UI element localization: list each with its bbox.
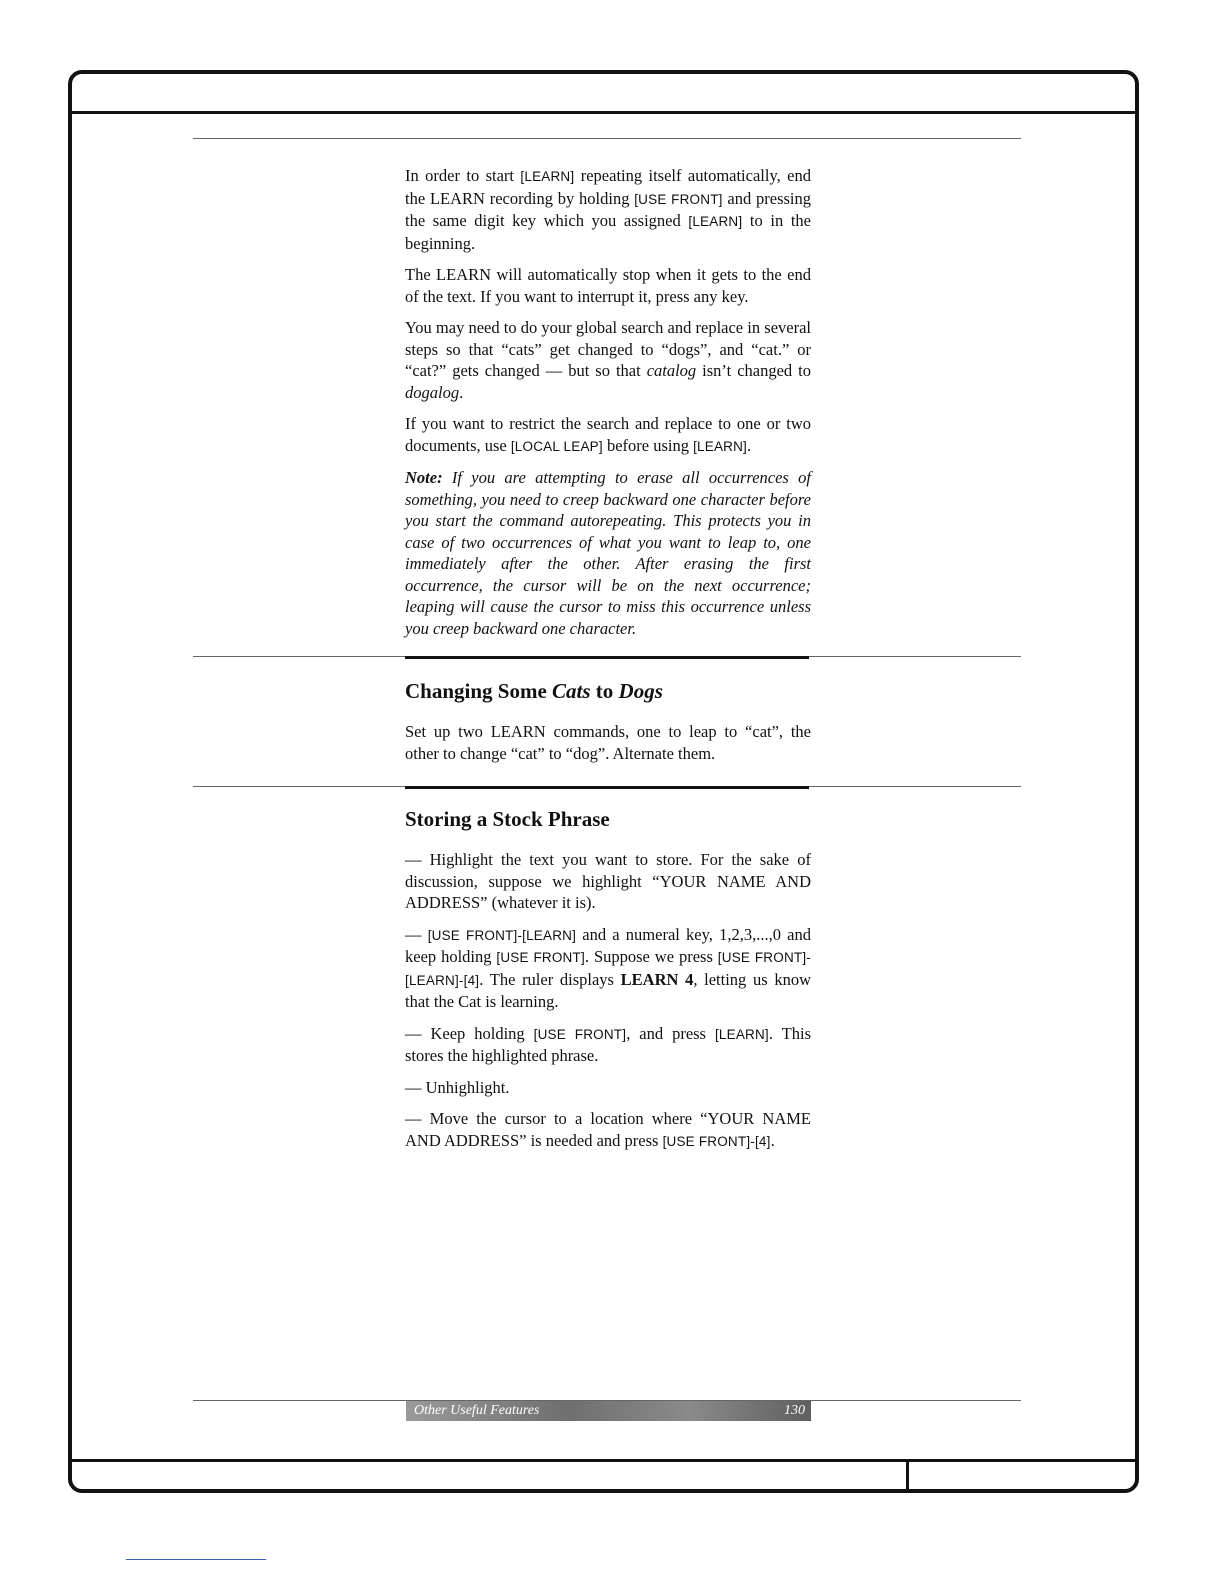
stock-phrase-section [405, 806, 811, 1162]
learn-key: [LEARN] [693, 438, 748, 454]
stock-phrase-step-4: — Unhighlight. [405, 1077, 510, 1097]
use-front-learn-key: [USE FRONT]-[LEARN] [427, 927, 577, 943]
use-front-key: [USE FRONT] [634, 191, 723, 207]
intro-paragraph-4: If you want to restrict the search and replace to one or two documents, use [LOCAL LEAP] before using [LEARN]. [405, 414, 811, 455]
frame-bottom-rule [72, 1459, 1135, 1462]
learn-key: [LEARN] [688, 214, 743, 229]
cats-to-dogs-heading: Changing Some Cats to Dogs [405, 679, 663, 703]
stock-phrase-step-5: — Move the cursor to a location where “YOUR NAME AND ADDRESS” is needed and press [USE FRONT]-[4]. [405, 1109, 811, 1150]
use-front-learn-4-key: [USE FRONT]-[LEARN]-[4] [405, 950, 811, 988]
learn-key: [LEARN] [520, 169, 575, 184]
cats-to-dogs-body: Set up two LEARN commands, one to leap to “cat”, the other to change “cat” to “dog”. Alternate them. [405, 722, 811, 763]
bottom-edge-line [126, 1559, 266, 1560]
learn-key: [LEARN] [714, 1026, 769, 1042]
stock-phrase-step-1: — Highlight the text you want to store. For the sake of discussion, suppose we highlight “YOUR NAME AND ADDRESS” (whatever it is). [405, 850, 811, 912]
intro-paragraph-2: The LEARN will automatically stop when it gets to the end of the text. If you want to interrupt it, press any key. [405, 265, 811, 306]
local-leap-key: [LOCAL LEAP] [510, 438, 603, 454]
stock-phrase-heading: Storing a Stock Phrase [405, 807, 610, 831]
intro-section [405, 165, 811, 649]
note-text: If you are attempting to erase all occurrences of something, you need to creep backward one character before you start the command autorepeating. This protects you in case of two occurrences of what you want to leap to, one immediately after the other. After erasing the first occurrence, the cursor will be on the next occurrence; leaping will cause the cursor to miss this occurrence unless you creep backward one character. [405, 468, 811, 638]
section-rule-2-bold [405, 786, 809, 789]
section-rule-1-bold [405, 656, 809, 659]
stock-phrase-step-2: — [USE FRONT]-[LEARN] and a numeral key, 1,2,3,...,0 and keep holding [USE FRONT]. Suppose we press [USE FRONT]-[LEARN]-[4]. The ruler displays LEARN 4, letting us know that the Cat is learning. [405, 924, 811, 1011]
footer-section-title: Other Useful Features [414, 1403, 540, 1418]
note-label: Note: [405, 468, 443, 487]
use-front-4-key: [USE FRONT]-[4] [662, 1133, 771, 1149]
page-number: 130 [784, 1403, 805, 1418]
note-paragraph [405, 467, 811, 639]
use-front-key: [USE FRONT] [533, 1026, 627, 1042]
footer-bar [406, 1401, 811, 1421]
use-front-key: [USE FRONT] [496, 950, 585, 965]
frame-top-rule [72, 111, 1135, 114]
intro-paragraph-1: In order to start [LEARN] repeating itself automatically, end the LEARN recording by holding [USE FRONT] and pressing the same digit key which you assigned [LEARN] to in the beginning. [405, 166, 812, 253]
intro-paragraph-3: You may need to do your global search and replace in several steps so that “cats” get changed to “dogs”, and “cat.” or “cat?” gets changed — but so that catalog isn’t changed to dogalog. [405, 318, 812, 402]
stock-phrase-step-3: — Keep holding [USE FRONT], and press [LEARN]. This stores the highlighted phrase. [405, 1023, 812, 1065]
ruler-display: LEARN 4 [620, 969, 694, 989]
frame-bottom-divider [906, 1459, 909, 1489]
top-rule [193, 138, 1021, 139]
cats-to-dogs-section [405, 678, 811, 774]
